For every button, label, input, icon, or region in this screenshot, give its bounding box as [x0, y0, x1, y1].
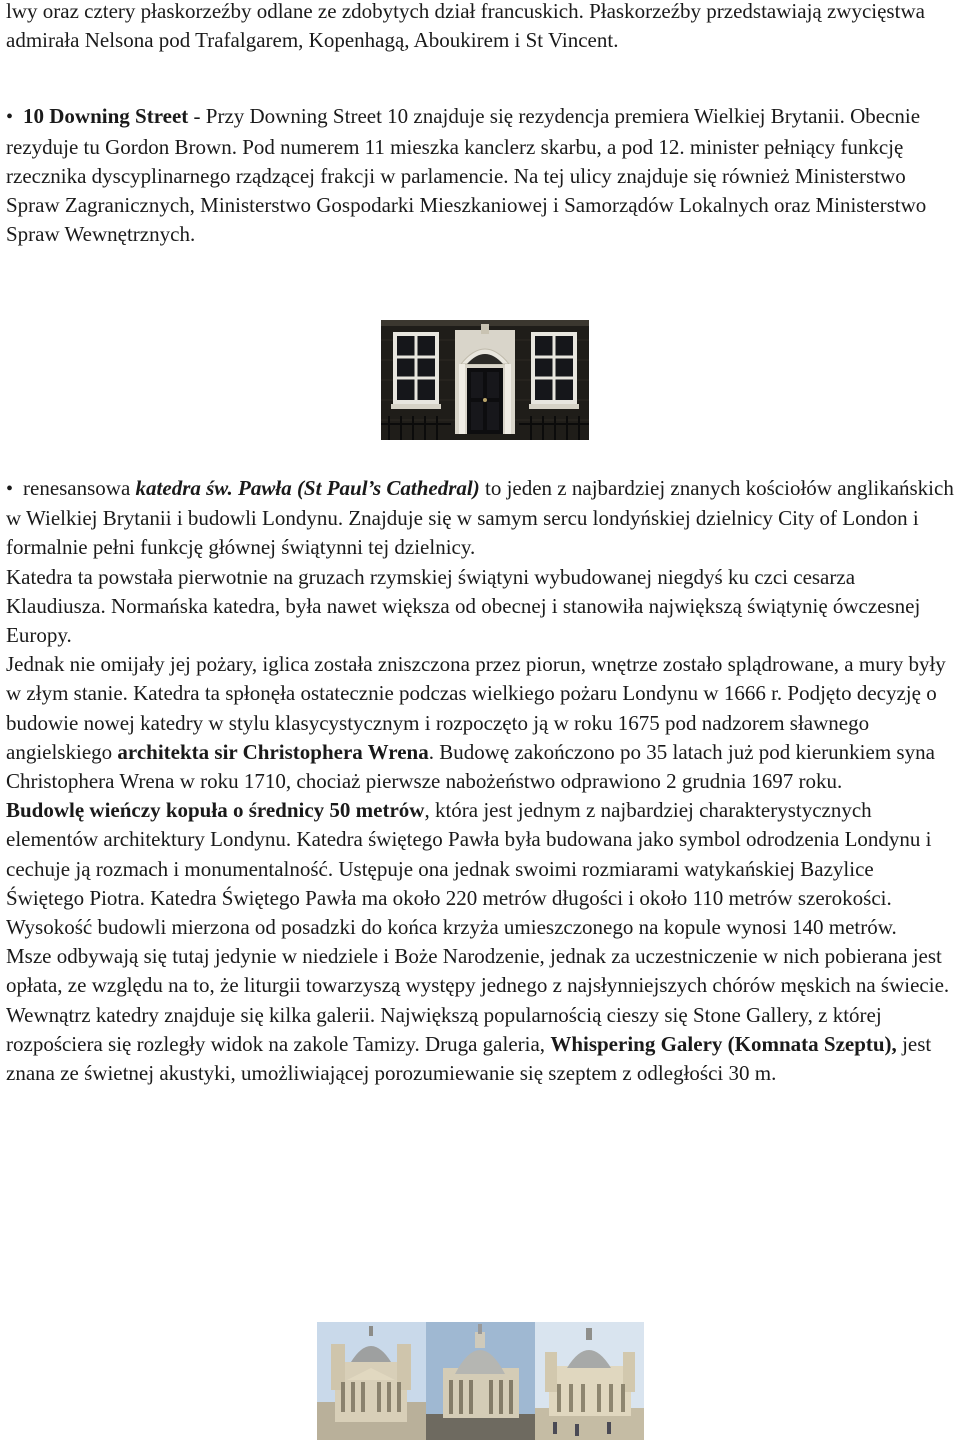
st-paul-section	[6, 474, 954, 1088]
downing-street-image	[381, 320, 589, 440]
downing-street-paragraph	[6, 102, 954, 249]
st-paul-p3a: Jednak nie omijały jej pożary, iglica została zniszczona przez piorun, wnętrze zostało splądrowane, a mury były w złym stanie. Katedra ta spłonęła ostatecznie podczas wielkiego pożaru Londynu w 1666 r. Podjęto decyzję o budowie nowej katedry w stylu klasycystycznym i rozpoczęto ją w roku 1675 pod nadzorem sławnego angielskiego	[6, 652, 946, 764]
st-paul-paragraph-2: Katedra ta powstała pierwotnie na gruzach rzymskiej świątyni wybudowanej niegdyś ku czci cesarza Klaudiusza. Normańska katedra, była nawet większa od obecnej i stanowiła największą świątynię ówczesnej Europy.	[6, 564, 921, 648]
st-paul-photo-strip	[317, 1322, 644, 1440]
downing-street-photo	[381, 320, 589, 440]
st-paul-cathedral-images	[317, 1322, 644, 1440]
st-paul-p1: to jeden z najbardziej znanych kościołów anglikańskich w Wielkiej Brytanii i budowli Londynu. Znajduje się w samym sercu londyńskiej dzielnicy City of London i formalnie pełni funkcję głównej świątynni tej dzielnicy.	[6, 476, 954, 560]
st-paul-p6c: jest znana ze świetnej akustyki, umożliwiającej porozumiewanie się szeptem z odległości 30 m.	[6, 1031, 932, 1086]
st-paul-p3c: . Budowę zakończono po 35 latach już pod kierunkiem syna Christophera Wrena w roku 1710, chociaż pierwsze nabożeństwo odprawiono 2 grudnia 1697 roku.	[6, 739, 935, 794]
intro-paragraph: lwy oraz cztery płaskorzeźby odlane ze zdobytych dział francuskich. Płaskorzeźby przedstawiają zwycięstwa admirała Nelsona pod Trafalgarem, Kopenhagą, Aboukirem i St Vincent.	[6, 0, 925, 53]
st-paul-p6a: Wewnątrz katedry znajduje się kilka galerii. Największą popularnością cieszy się Stone Gallery, z której rozpościera się rozległy widok na zakole Tamizy. Druga galeria,	[6, 1002, 882, 1056]
dome-highlight: Budowlę wieńczy kopuła o średnicy 50 metrów	[6, 798, 425, 823]
st-paul-paragraph-3	[6, 650, 954, 796]
st-paul-lead: renesansowa	[23, 476, 136, 500]
st-paul-paragraph-5: Msze odbywają się tutaj jedynie w niedziele i Boże Narodzenie, jednak za uczestniczenie w nich pobierana jest opłata, ze względu na to, że liturgii towarzyszą występy jednego z najsłynniejszych chórów męskich na świecie.	[6, 944, 950, 998]
st-paul-paragraph-1	[6, 474, 954, 563]
st-paul-paragraph-4	[6, 796, 954, 942]
st-paul-title: katedra św. Pawła (St Paul’s Cathedral)	[135, 476, 480, 500]
st-paul-paragraph-6	[6, 1001, 954, 1089]
downing-street-text: - Przy Downing Street 10 znajduje się rezydencja premiera Wielkiej Brytanii. Obecnie rezyduje tu Gordon Brown. Pod numerem 11 mieszka kanclerz skarbu, a pod 12. minister pełniący funkcję rzecznika dyscyplinarnego rządzącej frakcji w parlamencie. Na tej ulicy znajduje się również Ministerstwo Spraw Zagranicznych, Ministerstwo Gospodarki Mieszkaniowej i Samorządów Lokalnych oraz Ministerstwo Spraw Wewnętrznych.	[6, 104, 927, 247]
whispering-gallery-name: Whispering Galery (Komnata Szeptu),	[550, 1031, 897, 1056]
st-paul-p4b: , która jest jednym z najbardziej charakterystycznych elementów architektury Londynu. Katedra świętego Pawła była budowana jako symbol odrodzenia Londynu i cechuje ją rozmach i monumentalność. Ustępuje ona jednak swoimi rozmiarami watykańskiej Bazylice Świętego Piotra. Katedra Świętego Pawła ma około 220 metrów długości i około 110 metrów szerokości. Wysokość budowli mierzona od posadzki do końca krzyża umieszczonego na kopule wynosi 140 metrów.	[6, 798, 932, 940]
architect-name: architekta sir Christophera Wrena	[117, 739, 429, 764]
downing-street-title: 10 Downing Street	[23, 104, 189, 129]
document-page	[6, 0, 954, 249]
